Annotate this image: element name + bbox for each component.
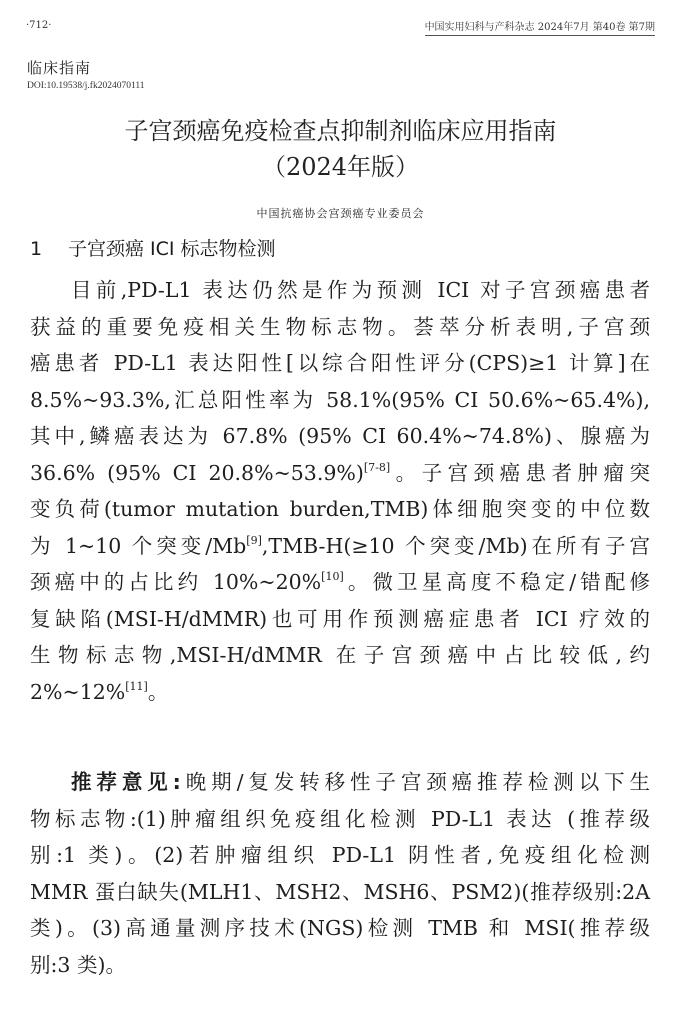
text-line: [30, 674, 650, 711]
citation-ref[interactable]: [11]: [125, 679, 148, 693]
text-line: 癌患者 PD-L1 表达阳性[以综合阳性评分(CPS)≥1 计算]在: [30, 351, 650, 375]
text-line: [30, 455, 650, 492]
title-line-1: 子宫颈癌免疫检查点抑制剂临床应用指南: [124, 117, 557, 145]
text-segment: 颈癌中的占比约 10%~20%: [30, 570, 322, 594]
text-segment: 。微卫星高度不稳定/错配修: [343, 570, 651, 594]
recommendation-paragraph: [30, 764, 650, 983]
text-line: 目前,PD-L1 表达仍然是作为预测 ICI 对子宫颈癌患者: [71, 278, 650, 302]
text-line: 别:1 类)。(2)若肿瘤组织 PD-L1 阴性者,免疫组化检测: [30, 843, 650, 867]
text-line: [30, 564, 650, 601]
page-number: ·712·: [26, 20, 52, 31]
text-line: 复缺陷(MSI-H/dMMR)也可用作预测癌症患者 ICI 疗效的: [30, 606, 650, 631]
text-line: 别:3 类)。: [30, 952, 126, 977]
citation-ref[interactable]: [10]: [321, 570, 344, 583]
text-line: [30, 764, 650, 801]
citation-ref[interactable]: [9]: [246, 533, 262, 547]
body-paragraph: [30, 272, 650, 710]
text-segment: ,TMB-H(≥10 个突变/Mb)在所有子宫: [261, 533, 651, 558]
article-title: [0, 113, 681, 185]
text-line: [30, 528, 650, 565]
journal-running-head: 中国实用妇科与产科杂志 2024年7月 第40卷 第7期: [425, 18, 655, 36]
text-line: 变负荷(tumor mutation burden,TMB)体细胞突变的中位数: [30, 497, 650, 521]
text-segment: 2%~12%: [30, 679, 126, 704]
text-line: 其中,鳞癌表达为 67.8% (95% CI 60.4%~74.8%)、腺癌为: [30, 424, 650, 448]
text-line: 获益的重要免疫相关生物标志物。荟萃分析表明,子宫颈: [30, 314, 650, 339]
text-segment: 晚期/复发转移性子宫颈癌推荐检测以下生: [180, 770, 651, 794]
text-line: 生物标志物,MSI-H/dMMR 在子宫颈癌中占比较低,约: [30, 643, 650, 667]
recommendation-label: 推荐意见:: [71, 770, 181, 794]
column-label: 临床指南: [27, 59, 92, 77]
section-number: 1: [30, 238, 43, 260]
section-heading: [30, 234, 276, 261]
doi[interactable]: DOI:10.19538/j.fk2024070111: [27, 81, 145, 91]
text-line: 8.5%~93.3%,汇总阳性率为 58.1%(95% CI 50.6%~65.4%),: [30, 387, 650, 412]
author-affiliation: 中国抗癌协会宫颈癌专业委员会: [256, 207, 425, 220]
text-line: MMR 蛋白缺失(MLH1、MSH2、MSH6、PSM2)(推荐级别:2A: [30, 879, 650, 904]
text-segment: 。: [147, 679, 169, 704]
citation-ref[interactable]: [7-8]: [363, 460, 391, 474]
text-line: 物标志物:(1)肿瘤组织免疫组化检测 PD-L1 表达 (推荐级: [30, 806, 650, 831]
text-segment: 36.6% (95% CI 20.8%~53.9%): [30, 460, 364, 485]
section-title: 子宫颈癌 ICI 标志物检测: [68, 238, 276, 260]
text-segment: 为 1~10 个突变/Mb: [30, 533, 247, 558]
text-line: 类)。(3)高通量测序技术(NGS)检测 TMB 和 MSI(推荐级: [30, 916, 650, 940]
text-segment: 。子宫颈癌患者肿瘤突: [390, 460, 650, 485]
title-line-2: （2024年版）: [261, 153, 420, 181]
